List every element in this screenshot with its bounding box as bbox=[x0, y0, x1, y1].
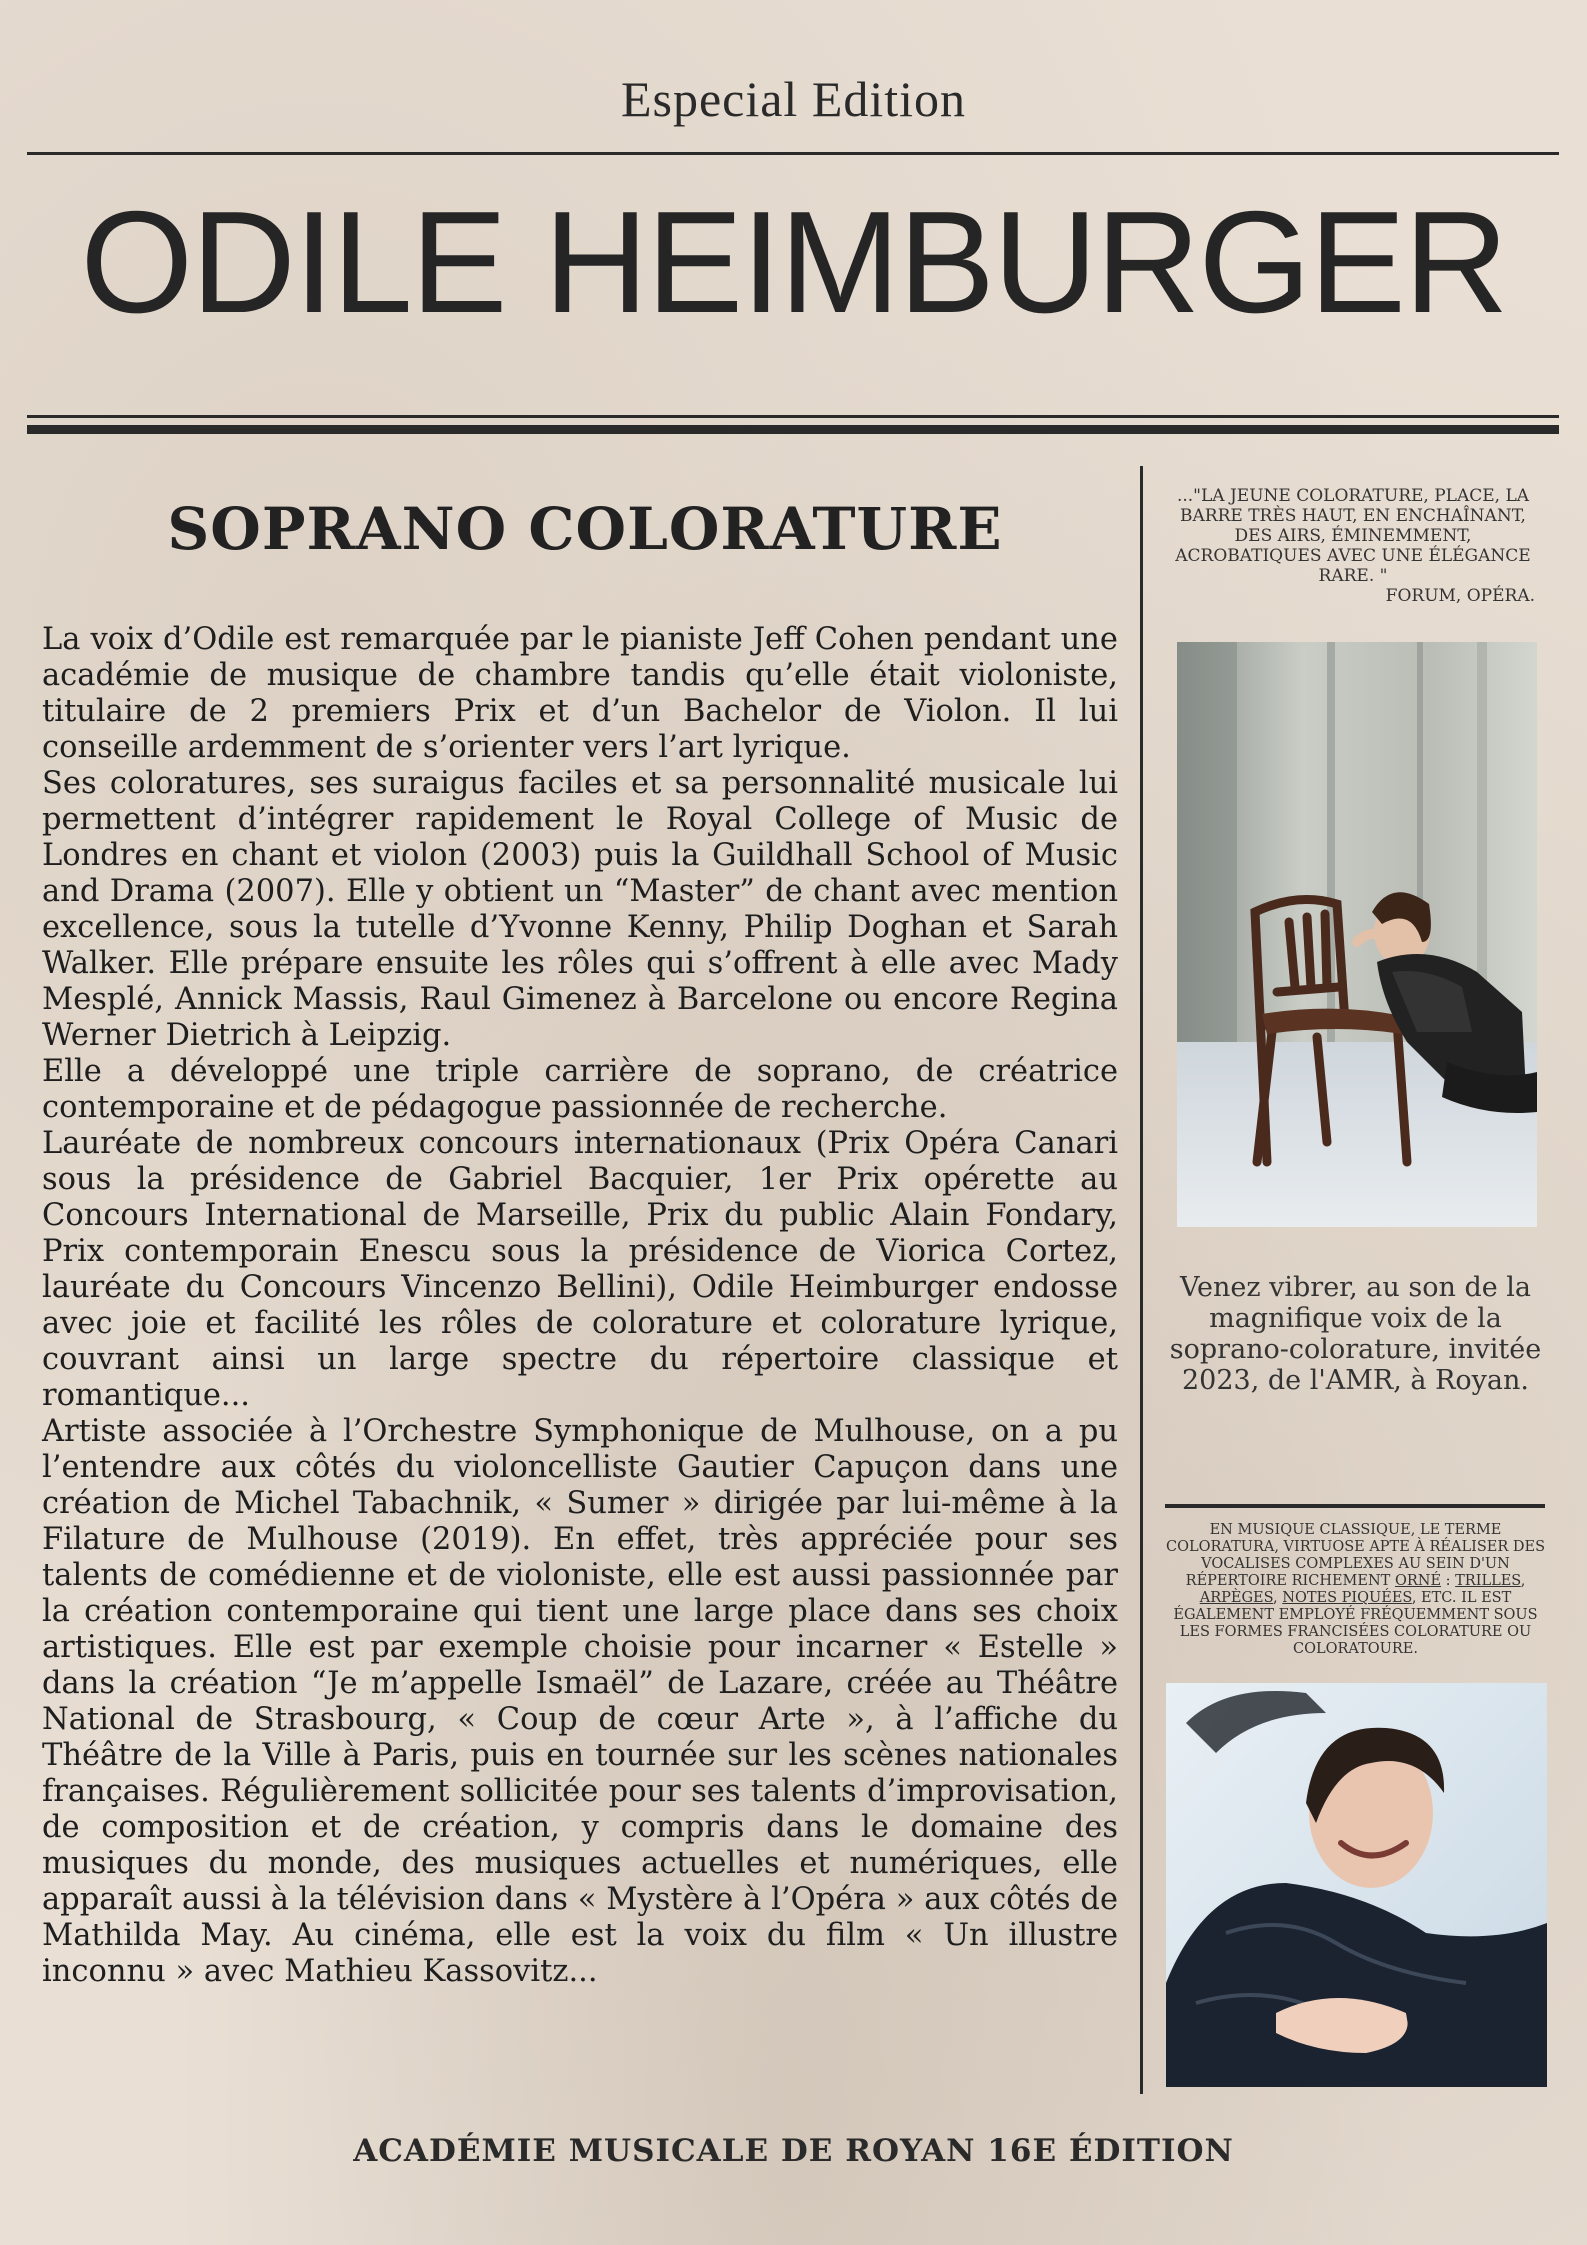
masthead-divider-thin bbox=[27, 415, 1559, 418]
column-divider bbox=[1140, 466, 1143, 2094]
invitation-text: Venez vibrer, au son de la magnifique voix de la soprano-colorature, invitée 2023, de l'AMR, à Royan. bbox=[1169, 1272, 1542, 1396]
top-divider bbox=[27, 152, 1559, 155]
note-text: , bbox=[1273, 1590, 1283, 1606]
paragraph: Lauréate de nombreux concours internationaux (Prix Opéra Canari sous la présidence de Gabriel Bacquier, 1er Prix opérette au Concours International de Marseille, Prix du public Alain Fondary, Prix contemporain Enescu sous la présidence de Viorica Cortez, lauréate du Concours Vincenzo Bellini), Odile Heimburger endosse avec joie et facilité les rôles de colorature et colorature lyrique, couvrant ainsi un large spectre du répertoire classique et romantique... bbox=[42, 1126, 1118, 1413]
paragraph: Elle a développé une triple carrière de soprano, de créatrice contemporaine et de pédagogue passionnée de recherche. bbox=[42, 1054, 1118, 1125]
link-notes-piquees[interactable]: NOTES PIQUÉES bbox=[1282, 1590, 1412, 1606]
masthead-divider-thick bbox=[27, 425, 1559, 434]
press-quote bbox=[1163, 486, 1543, 606]
note-text: : bbox=[1441, 1573, 1456, 1589]
footer-title: ACADÉMIE MUSICALE DE ROYAN 16E ÉDITION bbox=[353, 2133, 1234, 2169]
definition-note bbox=[1163, 1522, 1548, 1658]
article-body bbox=[42, 622, 1118, 1990]
note-text: EN MUSIQUE CLASSIQUE, LE TERME COLORATURA, VIRTUOSE APTE À RÉALISER DES VOCALISES COMPLEXES AU SEIN D'UN RÉPERTOIRE RICHEMENT bbox=[1165, 1522, 1546, 1589]
link-arpeges[interactable]: ARPÈGES bbox=[1199, 1590, 1274, 1606]
edition-label: Especial Edition bbox=[620, 71, 967, 127]
section-title: SOPRANO COLORATURE bbox=[167, 495, 1003, 563]
paragraph: La voix d’Odile est remarquée par le pianiste Jeff Cohen pendant une académie de musique de chambre tandis qu’elle était violoniste, titulaire de 2 premiers Prix et d’un Bachelor de Violon. Il lui conseille ardemment de s’orienter vers l’art lyrique. bbox=[42, 622, 1118, 765]
portrait-photo-chair bbox=[1177, 642, 1537, 1227]
quote-source: FORUM, OPÉRA. bbox=[1385, 586, 1535, 606]
note-text: , bbox=[1520, 1573, 1526, 1589]
paragraph: Ses coloratures, ses suraigus faciles et sa personnalité musicale lui permettent d’intégrer rapidement le Royal College of Music de Londres en chant et violon (2003) puis la Guildhall School of Music and Drama (2007). Elle y obtient un “Master” de chant avec mention excellence, sous la tutelle d’Yvonne Kenny, Philip Doghan et Sarah Walker. Elle prépare ensuite les rôles qui s’offrent à elle avec Mady Mesplé, Annick Massis, Raul Gimenez à Barcelone ou encore Regina Werner Dietrich à Leipzig. bbox=[42, 766, 1118, 1053]
quote-text: ..."LA JEUNE COLORATURE, PLACE, LA BARRE TRÈS HAUT, EN ENCHAÎNANT, DES AIRS, ÉMINEMMENT, ACROBATIQUES AVEC UNE ÉLÉGANCE RARE. " bbox=[1175, 486, 1531, 586]
sidebar-divider bbox=[1165, 1504, 1545, 1508]
paragraph: Artiste associée à l’Orchestre Symphonique de Mulhouse, on a pu l’entendre aux côtés du violoncelliste Gautier Capuçon dans une création de Michel Tabachnik, « Sumer » dirigée par lui-même à la Filature de Mulhouse (2019). En effet, très appréciée pour ses talents de comédienne et de violoniste, elle est aussi passionnée par la création contemporaine qui tient une large place dans ses choix artistiques. Elle est par exemple choisie pour incarner « Estelle » dans la création “Je m’appelle Ismaël” de Lazare, créée au Théâtre National de Strasbourg, « Coup de cœur Arte », à l’affiche du Théâtre de la Ville à Paris, puis en tournée sur les scènes nationales françaises. Régulièrement sollicitée pour ses talents d’improvisation, de composition et de création, y compris dans le domaine des musiques du monde, des musiques actuelles et numériques, elle apparaît aussi à la télévision dans « Mystère à l’Opéra » aux côtés de Mathilda May. Au cinéma, elle est la voix du film « Un illustre inconnu » avec Mathieu Kassovitz... bbox=[42, 1414, 1118, 1989]
masthead-title: ODILE HEIMBURGER bbox=[80, 181, 1507, 343]
link-orne[interactable]: ORNÉ bbox=[1394, 1573, 1442, 1589]
note-text: , ETC. IL EST ÉGALEMENT EMPLOYÉ FRÉQUEMMENT SOUS LES FORMES FRANCISÉES COLORATURE OU COLORATOURE. bbox=[1173, 1590, 1538, 1657]
link-trilles[interactable]: TRILLES bbox=[1455, 1573, 1521, 1589]
portrait-photo-smiling bbox=[1166, 1683, 1547, 2087]
